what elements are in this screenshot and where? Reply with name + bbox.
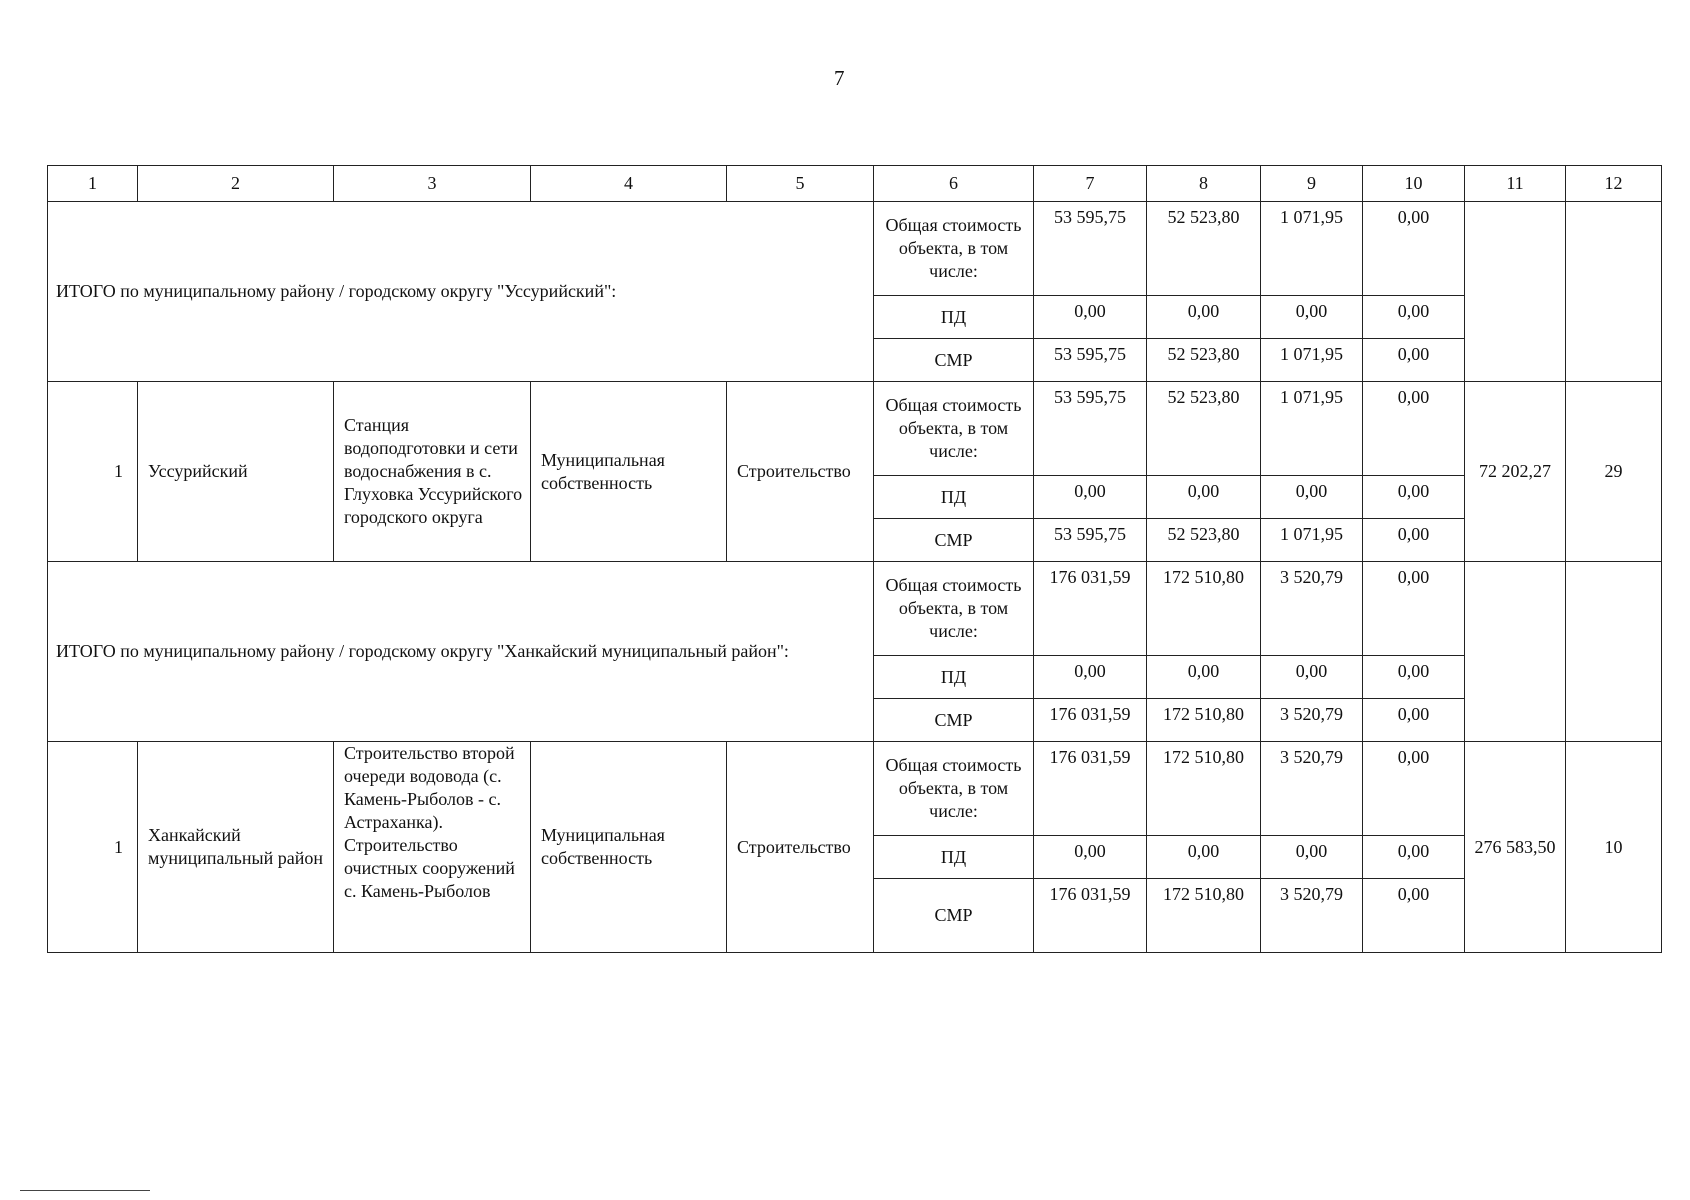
value-cell: 1 071,95 [1261,202,1363,296]
value-cell: 52 523,80 [1147,519,1261,562]
value-cell: 3 520,79 [1261,562,1363,656]
value-cell: 53 595,75 [1034,339,1147,382]
value-cell: 0,00 [1363,296,1465,339]
itogo-label: ИТОГО по муниципальному району / городскому округу "Ханкайский муниципальный район": [48,562,874,742]
header-cell: 12 [1566,166,1662,202]
value-cell: 0,00 [1034,476,1147,519]
table-row [48,202,1662,296]
smr-label: СМР [874,879,1034,953]
value-cell: 53 595,75 [1034,519,1147,562]
value-cell: 0,00 [1363,742,1465,836]
table-row [48,742,1662,836]
count-cell: 10 [1566,742,1662,953]
header-cell: 4 [531,166,727,202]
ownership-cell: Муниципальная собственность [531,742,727,953]
object-name-cell: Строительство второй очереди водовода (с. Камень-Рыболов - с. Астраханка). Строительство очистных сооружений с. Камень-Рыболов [334,742,531,953]
itogo-label: ИТОГО по муниципальному району / городскому округу "Уссурийский": [48,202,874,382]
total-cost-label: Общая стоимость объекта, в том числе: [874,202,1034,296]
header-cell: 11 [1465,166,1566,202]
value-cell: 52 523,80 [1147,339,1261,382]
empty-cell [1566,202,1662,382]
capacity-cell: 72 202,27 [1465,382,1566,562]
total-cost-label: Общая стоимость объекта, в том числе: [874,562,1034,656]
value-cell: 53 595,75 [1034,382,1147,476]
empty-cell [1465,202,1566,382]
header-cell: 2 [138,166,334,202]
empty-cell [1465,562,1566,742]
municipality-cell: Уссурийский [138,382,334,562]
value-cell: 0,00 [1363,656,1465,699]
value-cell: 176 031,59 [1034,699,1147,742]
pd-label: ПД [874,656,1034,699]
value-cell: 1 071,95 [1261,382,1363,476]
row-index: 1 [48,382,138,562]
header-cell: 1 [48,166,138,202]
value-cell: 0,00 [1363,382,1465,476]
value-cell: 0,00 [1261,296,1363,339]
value-cell: 0,00 [1363,519,1465,562]
table-row [48,562,1662,656]
work-type-cell: Строительство [727,382,874,562]
header-cell: 3 [334,166,531,202]
object-name-cell: Станция водоподготовки и сети водоснабжения в с. Глуховка Уссурийского городского округа [334,382,531,562]
value-cell: 52 523,80 [1147,382,1261,476]
value-cell: 176 031,59 [1034,562,1147,656]
value-cell: 0,00 [1034,656,1147,699]
ownership-cell: Муниципальная собственность [531,382,727,562]
value-cell: 0,00 [1034,296,1147,339]
value-cell: 1 071,95 [1261,519,1363,562]
value-cell: 0,00 [1363,202,1465,296]
value-cell: 172 510,80 [1147,879,1261,953]
footnote-divider [20,1190,150,1191]
smr-label: СМР [874,519,1034,562]
value-cell: 0,00 [1147,836,1261,879]
value-cell: 172 510,80 [1147,562,1261,656]
empty-cell [1566,562,1662,742]
header-cell: 10 [1363,166,1465,202]
value-cell: 0,00 [1261,476,1363,519]
value-cell: 52 523,80 [1147,202,1261,296]
value-cell: 0,00 [1147,476,1261,519]
value-cell: 0,00 [1261,836,1363,879]
value-cell: 0,00 [1034,836,1147,879]
value-cell: 3 520,79 [1261,742,1363,836]
capacity-cell: 276 583,50 [1465,742,1566,953]
count-cell: 29 [1566,382,1662,562]
total-cost-label: Общая стоимость объекта, в том числе: [874,382,1034,476]
pd-label: ПД [874,296,1034,339]
table-row [48,382,1662,476]
value-cell: 0,00 [1147,296,1261,339]
smr-label: СМР [874,339,1034,382]
value-cell: 0,00 [1363,879,1465,953]
value-cell: 3 520,79 [1261,879,1363,953]
value-cell: 0,00 [1261,656,1363,699]
value-cell: 0,00 [1363,562,1465,656]
value-cell: 176 031,59 [1034,742,1147,836]
header-row [48,166,1662,202]
value-cell: 0,00 [1363,476,1465,519]
header-cell: 9 [1261,166,1363,202]
pd-label: ПД [874,476,1034,519]
value-cell: 0,00 [1363,836,1465,879]
value-cell: 0,00 [1147,656,1261,699]
value-cell: 53 595,75 [1034,202,1147,296]
pd-label: ПД [874,836,1034,879]
page-number: 7 [834,66,845,90]
header-cell: 7 [1034,166,1147,202]
header-cell: 8 [1147,166,1261,202]
value-cell: 176 031,59 [1034,879,1147,953]
value-cell: 0,00 [1363,339,1465,382]
value-cell: 172 510,80 [1147,742,1261,836]
work-type-cell: Строительство [727,742,874,953]
municipality-cell: Ханкайский муниципальный район [138,742,334,953]
header-cell: 5 [727,166,874,202]
value-cell: 3 520,79 [1261,699,1363,742]
value-cell: 1 071,95 [1261,339,1363,382]
value-cell: 172 510,80 [1147,699,1261,742]
row-index: 1 [48,742,138,953]
budget-table [47,165,1662,953]
smr-label: СМР [874,699,1034,742]
header-cell: 6 [874,166,1034,202]
value-cell: 0,00 [1363,699,1465,742]
total-cost-label: Общая стоимость объекта, в том числе: [874,742,1034,836]
